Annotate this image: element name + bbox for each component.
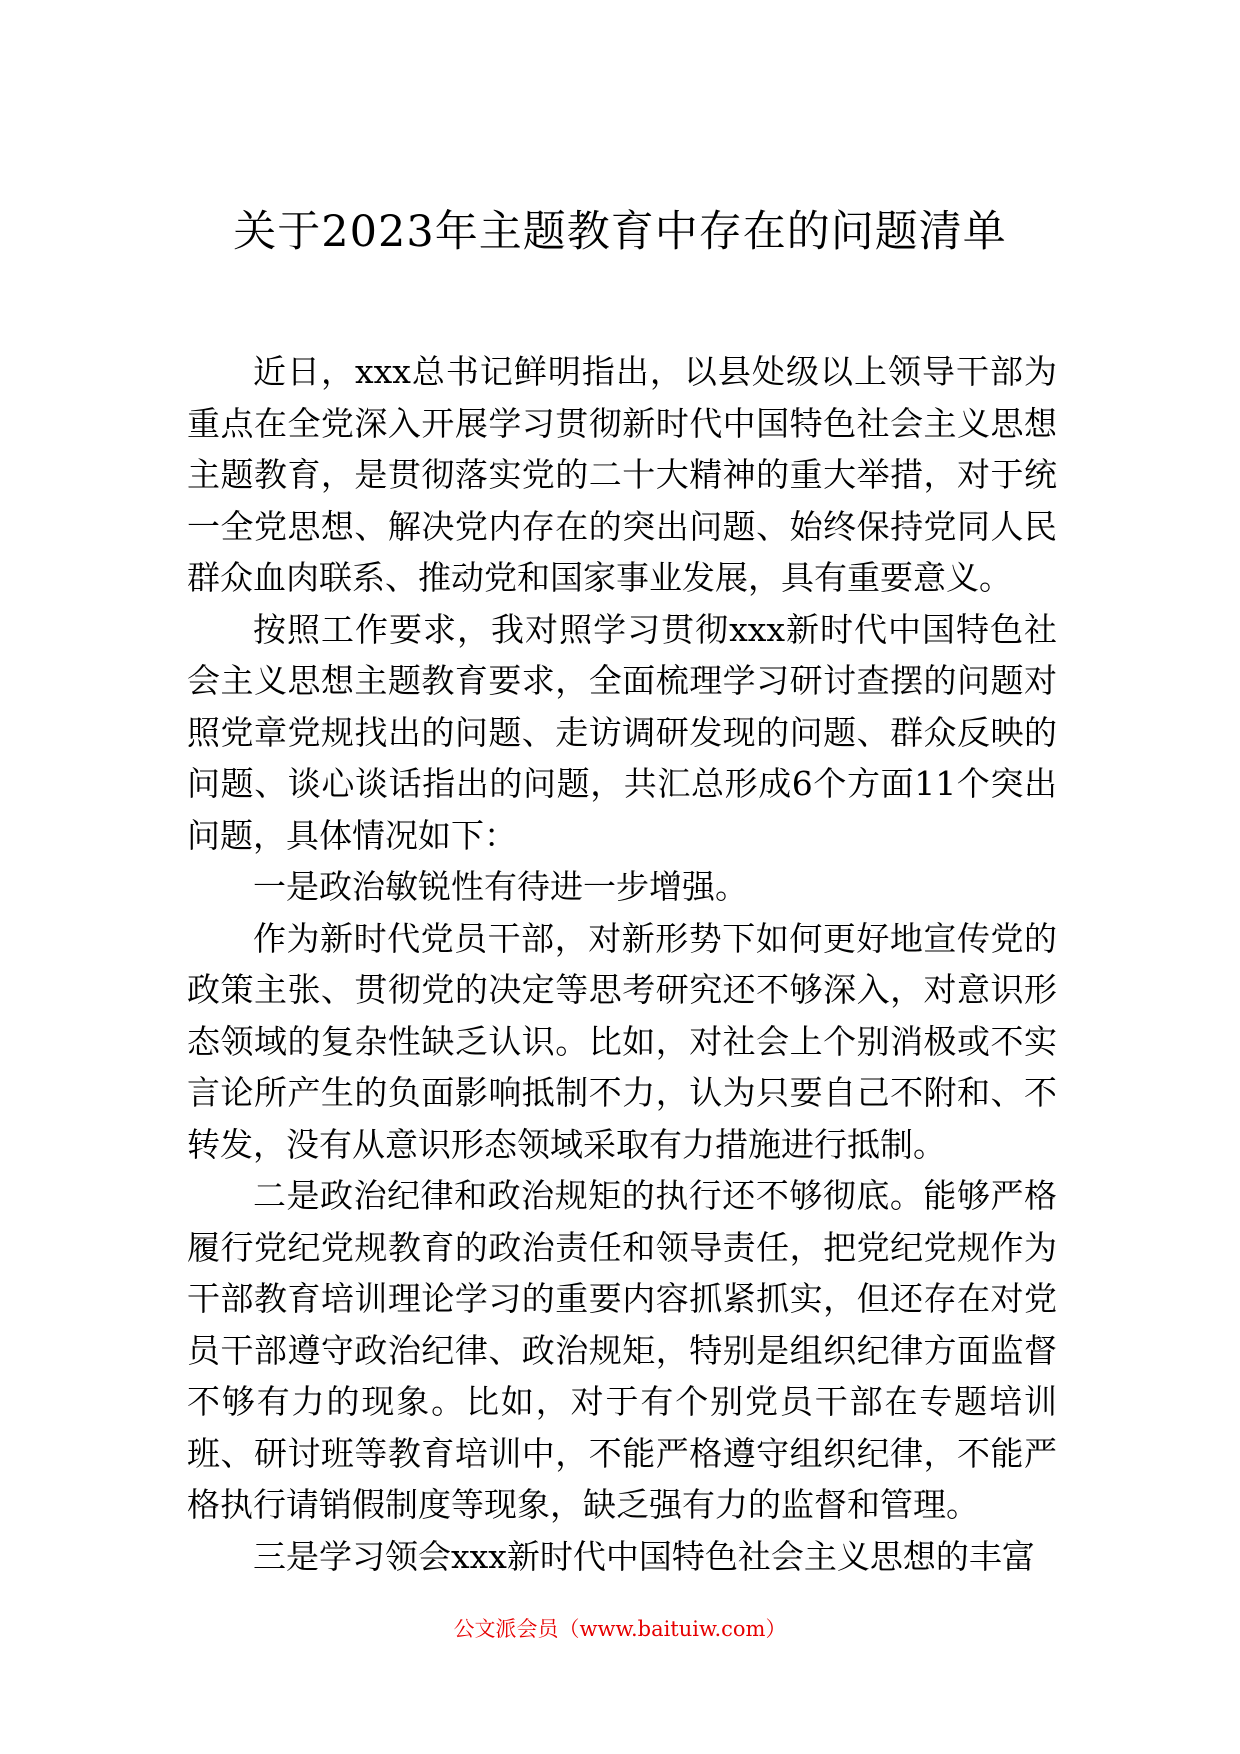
paragraph-intro: 近日，xxx总书记鲜明指出，以县处级以上领导干部为重点在全党深入开展学习贯彻新时代中国特色社会主义思想主题教育，是贯彻落实党的二十大精神的重大举措，对于统一全党思想、解决党内存在的突出问题、始终保持党同人民群众血肉联系、推动党和国家事业发展，具有重要意义。: [187, 352, 1057, 597]
paragraph-item-two: 二是政治纪律和政治规矩的执行还不够彻底。能够严格履行党纪党规教育的政治责任和领导责任，把党纪党规作为干部教育培训理论学习的重要内容抓紧抓实，但还存在对党员干部遵守政治纪律、政治规矩，特别是组织纪律方面监督不够有力的现象。比如，对于有个别党员干部在专题培训班、研讨班等教育培训中，不能严格遵守组织纪律，不能严格执行请销假制度等现象，缺乏强有力的监督和管理。: [187, 1176, 1057, 1524]
footer-watermark: 公文派会员（www.baituiw.com）: [453, 1617, 787, 1641]
paragraph-requirements: 按照工作要求，我对照学习贯彻xxx新时代中国特色社会主义思想主题教育要求，全面梳理学习研讨查摆的问题对照党章党规找出的问题、走访调研发现的问题、群众反映的问题、谈心谈话指出的问题，共汇总形成6个方面11个突出问题，具体情况如下：: [187, 609, 1057, 855]
paragraph-item-three: 三是学习领会xxx新时代中国特色社会主义思想的丰富: [253, 1536, 1035, 1576]
paragraph-item-one-detail: 作为新时代党员干部，对新形势下如何更好地宣传党的政策主张、贯彻党的决定等思考研究还不够深入，对意识形态领域的复杂性缺乏认识。比如，对社会上个别消极或不实言论所产生的负面影响抵制不力，认为只要自己不附和、不转发，没有从意识形态领域采取有力措施进行抵制。: [187, 918, 1057, 1164]
document-body: [187, 346, 1057, 1582]
paragraph-heading-one: 一是政治敏锐性有待进一步增强。: [253, 867, 748, 906]
document-title: 关于2023年主题教育中存在的问题清单: [233, 207, 1007, 257]
